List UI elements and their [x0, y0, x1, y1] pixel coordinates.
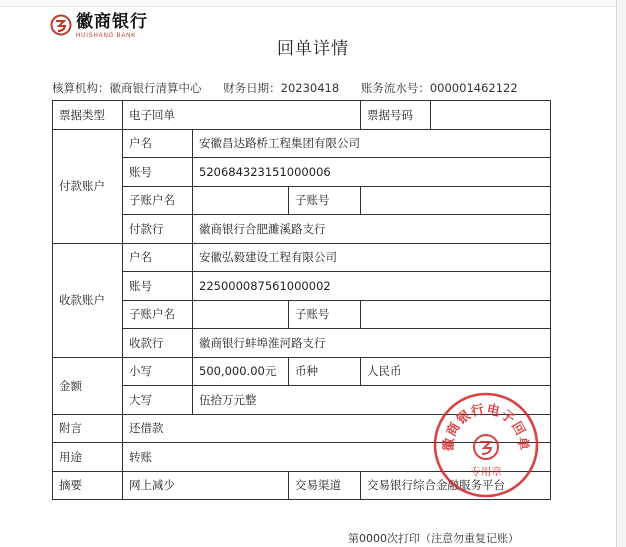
payer-sub-name-value: [193, 186, 289, 215]
seal-ring-text: 徽商银行电子回单: [441, 402, 531, 452]
payee-sub-account-value: [361, 300, 551, 329]
payer-sub-account-label: 子账号: [289, 186, 361, 215]
payer-name-label: 户名: [123, 129, 193, 158]
payee-name-value: 安徽弘毅建设工程有限公司: [193, 243, 551, 272]
currency-value: 人民币: [361, 357, 551, 386]
payee-name-label: 户名: [123, 243, 193, 272]
payer-sub-name-label: 子账户名: [123, 186, 193, 215]
channel-value: 交易银行综合金融服务平台: [361, 471, 551, 500]
payee-sub-name-label: 子账户名: [123, 300, 193, 329]
ticket-no-value: [431, 101, 551, 130]
payer-name-value: 安徽昌达路桥工程集团有限公司: [193, 129, 551, 158]
receipt-meta: [52, 80, 518, 96]
table-row: [53, 272, 551, 301]
seal-center-text: 专用章: [470, 466, 502, 478]
amount-section-label: 金额: [53, 357, 123, 414]
payer-account-label: 账号: [123, 158, 193, 187]
note-value: 还借款: [123, 414, 551, 443]
table-row: [53, 243, 551, 272]
amount-small-label: 小写: [123, 357, 193, 386]
table-row: [53, 215, 551, 244]
table-row: [53, 300, 551, 329]
table-row: [53, 101, 551, 130]
org-label: 核算机构：: [52, 81, 110, 95]
currency-label: 币种: [289, 357, 361, 386]
amount-big-value: 伍拾万元整: [193, 386, 551, 415]
payer-account-value: 520684323151000006: [193, 158, 551, 187]
date-label: 财务日期：: [223, 81, 281, 95]
table-row: [53, 329, 551, 358]
payee-account-value: 225000087561000002: [193, 272, 551, 301]
bank-name-en: HUISHANG BANK: [76, 32, 137, 39]
print-counter: 第0000次打印（注意勿重复记账）: [348, 532, 519, 545]
payer-bank-value: 徽商银行合肥濉溪路支行: [193, 215, 551, 244]
note-label: 附言: [53, 414, 123, 443]
window-right-edge: [616, 0, 626, 547]
table-row: [53, 158, 551, 187]
ticket-no-label: 票据号码: [361, 101, 431, 130]
electronic-receipt-seal: [432, 391, 540, 499]
purpose-value: 转账: [123, 443, 551, 472]
bank-name-cn: 徽商银行: [76, 11, 148, 32]
payer-sub-account-value: [361, 186, 551, 215]
svg-text:徽商银行电子回单: [441, 401, 532, 451]
table-row: [53, 357, 551, 386]
payee-section-label: 收款账户: [53, 243, 123, 357]
payer-section-label: 付款账户: [53, 129, 123, 243]
window-top-edge: [0, 0, 626, 7]
ticket-type-label: 票据类型: [53, 101, 123, 130]
serial-label: 账务流水号：: [360, 81, 430, 95]
ticket-type-value: 电子回单: [123, 101, 361, 130]
amount-small-value: 500,000.00元: [193, 357, 289, 386]
purpose-label: 用途: [53, 443, 123, 472]
summary-value: 网上减少: [123, 471, 289, 500]
summary-label: 摘要: [53, 471, 123, 500]
date-value: 20230418: [280, 81, 340, 95]
org-value: 徽商银行清算中心: [109, 81, 202, 95]
serial-value: 000001462122: [429, 81, 518, 95]
payer-bank-label: 付款行: [123, 215, 193, 244]
payee-bank-value: 徽商银行蚌埠淮河路支行: [193, 329, 551, 358]
payee-account-label: 账号: [123, 272, 193, 301]
payee-sub-name-value: [193, 300, 289, 329]
channel-label: 交易渠道: [289, 471, 361, 500]
amount-big-label: 大写: [123, 386, 193, 415]
payee-bank-label: 收款行: [123, 329, 193, 358]
payee-sub-account-label: 子账号: [289, 300, 361, 329]
page-title: 回单详情: [277, 39, 349, 59]
table-row: [53, 186, 551, 215]
table-row: [53, 129, 551, 158]
